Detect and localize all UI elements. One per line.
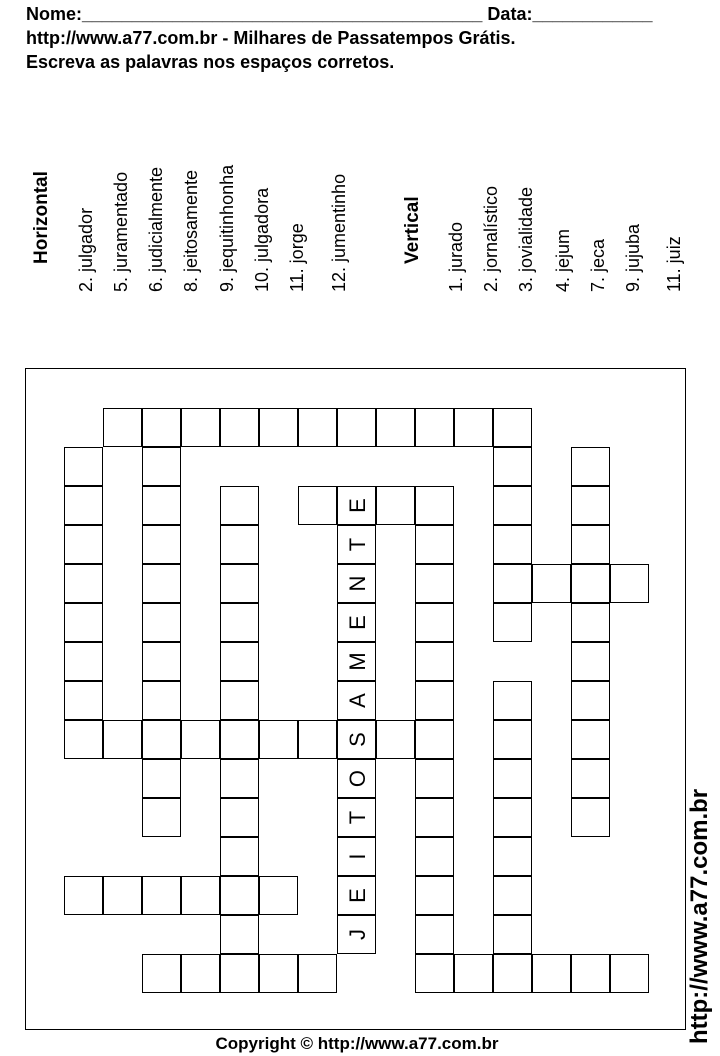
grid-cell[interactable] <box>571 486 610 525</box>
grid-cell[interactable] <box>142 603 181 642</box>
grid-cell[interactable] <box>142 759 181 798</box>
grid-cell[interactable] <box>220 408 259 447</box>
grid-cell[interactable] <box>610 954 649 993</box>
grid-cell[interactable] <box>298 408 337 447</box>
grid-cell[interactable] <box>259 954 298 993</box>
grid-cell[interactable] <box>493 915 532 954</box>
grid-cell[interactable] <box>64 525 103 564</box>
instruction: Escreva as palavras nos espaços corretos. <box>26 52 395 72</box>
grid-cell[interactable] <box>220 642 259 681</box>
grid-cell[interactable] <box>298 720 337 759</box>
grid-cell[interactable] <box>571 603 610 642</box>
grid-cell[interactable] <box>142 525 181 564</box>
clue-v-7: 11. juiz <box>664 236 684 292</box>
grid-cell[interactable] <box>220 525 259 564</box>
grid-cell[interactable] <box>415 642 454 681</box>
grid-cell[interactable] <box>493 681 532 720</box>
grid-cell[interactable] <box>142 486 181 525</box>
clue-h-4: 8. jeitosamente <box>181 169 201 292</box>
grid-cell[interactable] <box>64 603 103 642</box>
clue-v-6: 9. jujuba <box>623 223 643 292</box>
grid-cell[interactable] <box>142 798 181 837</box>
grid-cell[interactable] <box>142 954 181 993</box>
grid-cell[interactable] <box>220 486 259 525</box>
grid-letter: E <box>344 888 370 903</box>
grid-cell[interactable] <box>298 486 337 525</box>
grid-cell[interactable] <box>181 408 220 447</box>
grid-cell[interactable] <box>415 681 454 720</box>
grid-cell[interactable] <box>493 798 532 837</box>
clue-h-3: 6. judicialmente <box>146 166 166 292</box>
grid-cell[interactable] <box>532 954 571 993</box>
grid-cell[interactable] <box>610 564 649 603</box>
grid-cell[interactable] <box>220 954 259 993</box>
grid-letter: M <box>344 652 370 671</box>
grid-cell[interactable] <box>142 564 181 603</box>
grid-cell[interactable] <box>142 681 181 720</box>
clue-h-7: 11. jorge <box>287 223 307 292</box>
site-line: http://www.a77.com.br - Milhares de Passatempos Grátis. <box>26 28 516 48</box>
grid-cell[interactable] <box>571 720 610 759</box>
grid-cell[interactable] <box>220 915 259 954</box>
grid-cell[interactable] <box>571 642 610 681</box>
clue-v-2: 2. jornalístico <box>481 185 501 292</box>
grid-cell[interactable] <box>64 681 103 720</box>
grid-cell[interactable] <box>415 603 454 642</box>
grid-cell[interactable] <box>259 876 298 915</box>
grid-cell[interactable] <box>376 720 415 759</box>
vertical-title: Vertical <box>402 196 423 264</box>
clue-h-1: 2. julgador <box>76 207 96 292</box>
grid-cell[interactable] <box>103 720 142 759</box>
grid-cell[interactable] <box>220 876 259 915</box>
grid-cell[interactable] <box>181 954 220 993</box>
grid-cell[interactable] <box>181 720 220 759</box>
grid-cell[interactable] <box>259 720 298 759</box>
grid-letter: A <box>344 693 370 708</box>
grid-cell[interactable] <box>571 564 610 603</box>
grid-cell[interactable] <box>337 408 376 447</box>
clue-v-4: 4. jejum <box>553 228 573 292</box>
name-date-line: Nome:________________________________________ Data:____________ <box>26 4 653 24</box>
grid-letter: T <box>344 810 370 825</box>
grid-letter: E <box>344 615 370 630</box>
grid-cell[interactable] <box>220 603 259 642</box>
clue-v-5: 7. jeca <box>588 238 608 292</box>
grid-cell[interactable] <box>220 837 259 876</box>
grid-cell[interactable] <box>415 525 454 564</box>
grid-cell[interactable] <box>493 759 532 798</box>
grid-cell[interactable] <box>571 681 610 720</box>
grid-cell[interactable] <box>493 408 532 447</box>
grid-cell[interactable] <box>415 876 454 915</box>
grid-letter: J <box>344 929 370 940</box>
grid-letter: O <box>344 769 370 788</box>
grid-cell[interactable] <box>493 525 532 564</box>
clue-h-5: 9. jequitinhonha <box>217 164 237 292</box>
grid-cell[interactable] <box>454 408 493 447</box>
grid-letter: T <box>344 537 370 552</box>
grid-cell[interactable] <box>220 564 259 603</box>
grid-cell[interactable] <box>415 915 454 954</box>
grid-cell[interactable] <box>64 564 103 603</box>
grid-cell[interactable] <box>415 408 454 447</box>
grid-cell[interactable] <box>298 954 337 993</box>
grid-cell[interactable] <box>415 486 454 525</box>
grid-cell[interactable] <box>493 837 532 876</box>
grid-cell[interactable] <box>220 681 259 720</box>
grid-cell[interactable] <box>415 837 454 876</box>
grid-cell[interactable] <box>493 603 532 642</box>
grid-cell[interactable] <box>64 876 103 915</box>
grid-cell[interactable] <box>415 759 454 798</box>
grid-cell[interactable] <box>64 486 103 525</box>
grid-cell[interactable] <box>181 876 220 915</box>
clue-h-6: 10. julgadora <box>252 187 272 292</box>
horizontal-title: Horizontal <box>31 171 52 264</box>
grid-cell[interactable] <box>493 954 532 993</box>
grid-cell[interactable] <box>415 720 454 759</box>
grid-cell[interactable] <box>376 408 415 447</box>
clue-h-2: 5. juramentado <box>111 171 131 292</box>
clue-v-3: 3. jovialidade <box>516 186 536 292</box>
grid-letter: E <box>344 498 370 513</box>
grid-cell[interactable] <box>220 798 259 837</box>
grid-cell[interactable] <box>493 564 532 603</box>
clue-v-1: 1. jurado <box>446 221 466 292</box>
grid-cell[interactable] <box>571 954 610 993</box>
grid-cell[interactable] <box>493 720 532 759</box>
grid-cell[interactable] <box>142 642 181 681</box>
grid-cell[interactable] <box>64 447 103 486</box>
grid-cell[interactable] <box>493 486 532 525</box>
grid-letter: I <box>344 853 370 860</box>
grid-cell[interactable] <box>415 564 454 603</box>
grid-cell[interactable] <box>415 954 454 993</box>
grid-letter: N <box>344 575 370 592</box>
copyright: Copyright © http://www.a77.com.br <box>215 1034 499 1053</box>
grid-cell[interactable] <box>571 447 610 486</box>
grid-cell[interactable] <box>103 408 142 447</box>
grid-cell[interactable] <box>142 408 181 447</box>
grid-cell[interactable] <box>259 408 298 447</box>
grid-letter: S <box>344 732 370 747</box>
grid-cell[interactable] <box>571 798 610 837</box>
grid-cell[interactable] <box>532 564 571 603</box>
clue-h-8: 12. jumentinho <box>329 173 349 292</box>
grid-cell[interactable] <box>103 876 142 915</box>
grid-cell[interactable] <box>64 642 103 681</box>
grid-cell[interactable] <box>376 486 415 525</box>
grid-cell[interactable] <box>220 720 259 759</box>
grid-cell[interactable] <box>571 759 610 798</box>
grid-cell[interactable] <box>493 876 532 915</box>
grid-cell[interactable] <box>415 798 454 837</box>
grid-cell[interactable] <box>142 447 181 486</box>
grid-cell[interactable] <box>142 720 181 759</box>
grid-cell[interactable] <box>142 876 181 915</box>
grid-cell[interactable] <box>64 720 103 759</box>
grid-cell[interactable] <box>493 447 532 486</box>
side-url: http://www.a77.com.br <box>686 788 713 1044</box>
grid-cell[interactable] <box>220 759 259 798</box>
grid-cell[interactable] <box>454 954 493 993</box>
grid-cell[interactable] <box>571 525 610 564</box>
